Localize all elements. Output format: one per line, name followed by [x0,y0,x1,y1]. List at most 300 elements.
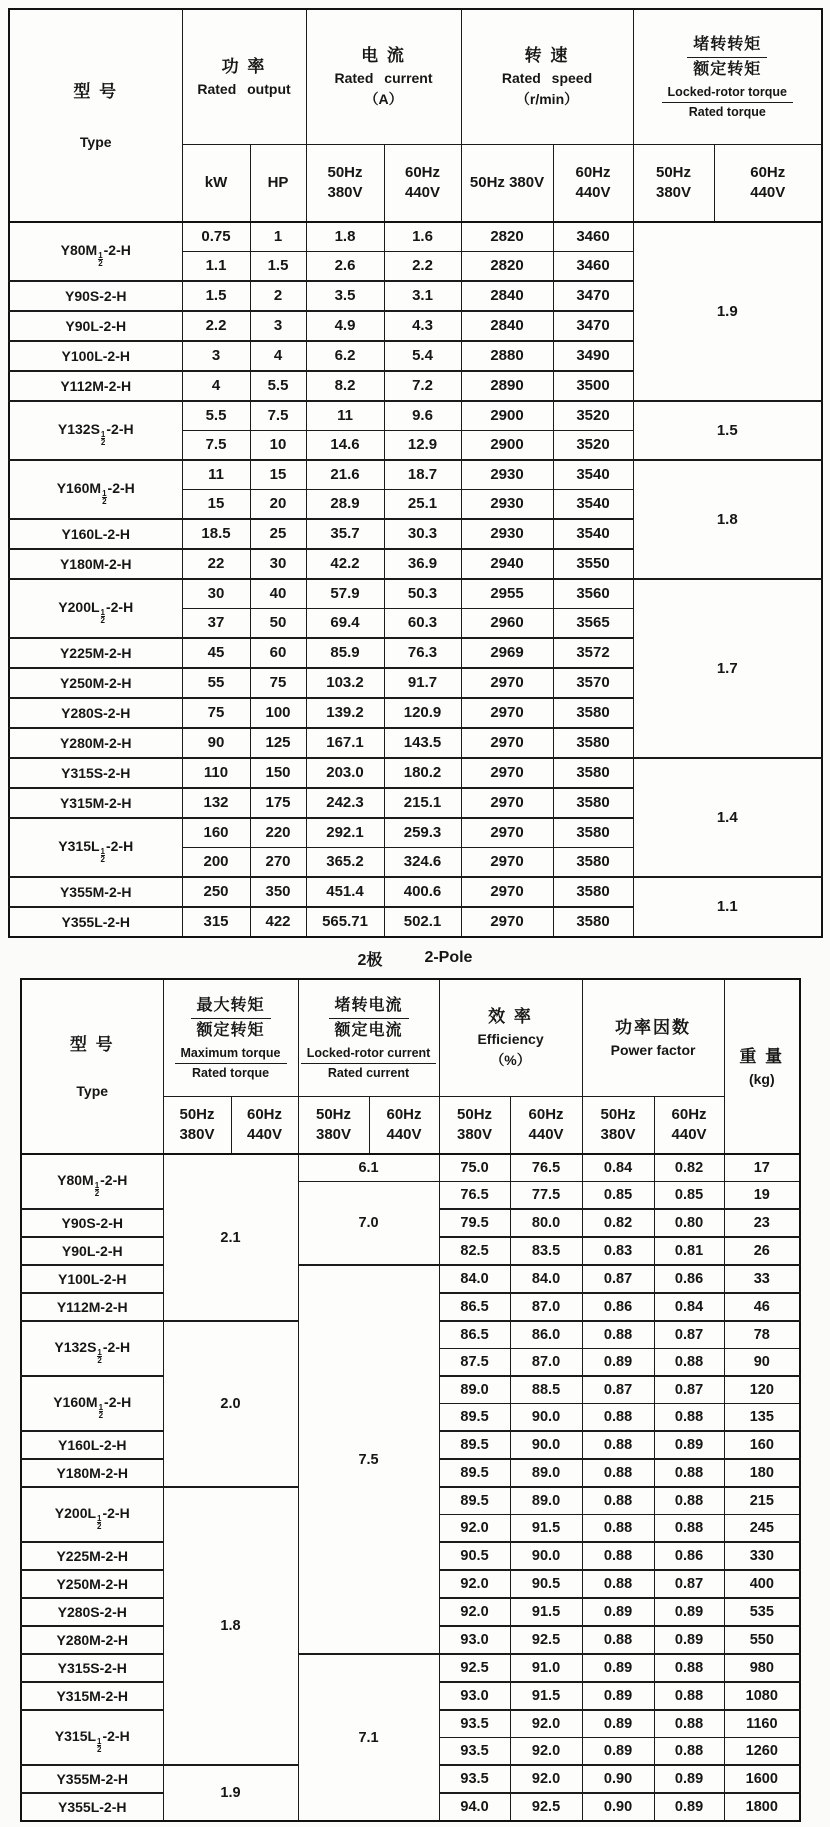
value-cell: 85.9 [306,638,384,668]
model-variant-stack: $\frac{1}{2}$ [98,1402,104,1420]
value-cell: 76.5 [439,1182,510,1210]
value-cell: 2970 [461,668,553,698]
table-row [21,1154,800,1182]
value-cell: 0.87 [582,1376,654,1404]
value-cell: 4.9 [306,311,384,341]
value-cell: 451.4 [306,877,384,907]
value-cell: 83.5 [510,1237,582,1265]
value-cell: 69.4 [306,609,384,639]
value-cell: 0.89 [582,1349,654,1377]
model-cell: Y100L-2-H [21,1265,163,1293]
value-cell: 4 [250,341,306,371]
value-cell: 0.82 [654,1154,724,1182]
value-cell: 93.5 [439,1765,510,1793]
merged-value-cell: 1.7 [633,579,822,758]
value-cell: 90 [724,1349,800,1377]
value-cell: 9.6 [384,401,461,431]
value-cell: 3580 [553,728,633,758]
lrc-fraction-en: $\frac{\text{Locked-rotor current}}{\text{Rated current}}$ [301,1045,437,1082]
value-cell: 25 [250,519,306,549]
value-cell: 315 [182,907,250,937]
header-pf-50hz: 50Hz 380V [582,1097,654,1155]
merged-value-cell: 1.5 [633,401,822,460]
value-cell: 3520 [553,401,633,431]
merged-value-cell: 2.1 [163,1154,298,1321]
value-cell: 0.89 [654,1431,724,1459]
value-cell: 86.5 [439,1321,510,1349]
value-cell: 87.0 [510,1349,582,1377]
value-cell: 18.5 [182,519,250,549]
header-speed-60hz: 60Hz 440V [553,145,633,223]
value-cell: 90.5 [510,1570,582,1598]
value-cell: 2.2 [384,252,461,282]
header-type [9,9,182,222]
value-cell: 3540 [553,519,633,549]
value-cell: 75.0 [439,1154,510,1182]
value-cell: 89.5 [439,1459,510,1487]
value-cell: 42.2 [306,549,384,579]
value-cell: 3540 [553,460,633,490]
value-cell: 215.1 [384,788,461,818]
value-cell: 0.88 [654,1487,724,1515]
value-cell: 7.2 [384,371,461,401]
value-cell: 46 [724,1293,800,1321]
value-cell: 2940 [461,549,553,579]
value-cell: 11 [182,460,250,490]
value-cell: 3580 [553,758,633,788]
model-cell: Y132S $\frac{1}{2}$ -2-H [9,401,182,460]
value-cell: 1.5 [250,252,306,282]
value-cell: 93.0 [439,1682,510,1710]
value-cell: 7.5 [182,431,250,461]
value-cell: 1.5 [182,281,250,311]
value-cell: 2970 [461,877,553,907]
value-cell: 180.2 [384,758,461,788]
value-cell: 2960 [461,609,553,639]
value-cell: 3550 [553,549,633,579]
value-cell: 23 [724,1209,800,1237]
model-cell: Y160M $\frac{1}{2}$ -2-H [21,1376,163,1431]
model-variant-stack: $\frac{1}{2}$ [97,1347,102,1365]
value-cell: 1160 [724,1710,800,1738]
value-cell: 4.3 [384,311,461,341]
model-cell: Y90L-2-H [9,311,182,341]
value-cell: 0.88 [654,1654,724,1682]
pole-caption-cn: 2极 [357,951,383,969]
value-cell: 0.86 [654,1265,724,1293]
model-cell: Y315S-2-H [9,758,182,788]
value-cell: 1.8 [306,222,384,252]
header-eff-50hz: 50Hz 380V [439,1097,510,1155]
value-cell: 3500 [553,371,633,401]
model-cell: Y90L-2-H [21,1237,163,1265]
value-cell: 110 [182,758,250,788]
value-cell: 203.0 [306,758,384,788]
model-variant-stack: $\frac{1}{2}$ [102,489,107,506]
model-cell: Y315L $\frac{1}{2}$ -2-H [21,1710,163,1765]
value-cell: 1.6 [384,222,461,252]
value-cell: 60.3 [384,609,461,639]
header-maxtq-60hz: 60Hz 440V [231,1097,298,1155]
value-cell: 89.5 [439,1487,510,1515]
value-cell: 259.3 [384,818,461,848]
value-cell: 92.5 [510,1793,582,1821]
table-row [9,222,822,252]
value-cell: 0.88 [654,1738,724,1766]
merged-value-cell: 1.9 [163,1765,298,1821]
value-cell: 88.5 [510,1376,582,1404]
model-cell: Y112M-2-H [21,1293,163,1321]
value-cell: 7.5 [250,401,306,431]
model-cell: Y280S-2-H [9,698,182,728]
value-cell: 33 [724,1265,800,1293]
value-cell: 2970 [461,728,553,758]
value-cell: 132 [182,788,250,818]
value-cell: 76.5 [510,1154,582,1182]
value-cell: 215 [724,1487,800,1515]
value-cell: 0.85 [582,1182,654,1210]
value-cell: 550 [724,1626,800,1654]
model-variant-stack: $\frac{1}{2}$ [100,608,105,625]
value-cell: 5.4 [384,341,461,371]
value-cell: 77.5 [510,1182,582,1210]
value-cell: 92.0 [439,1570,510,1598]
value-cell: 0.88 [654,1682,724,1710]
value-cell: 3580 [553,877,633,907]
model-cell: Y160L-2-H [9,519,182,549]
value-cell: 100 [250,698,306,728]
value-cell: 92.5 [510,1626,582,1654]
merged-value-cell: 1.9 [633,222,822,401]
value-cell: 3 [250,311,306,341]
value-cell: 3540 [553,490,633,520]
model-cell: Y315S-2-H [21,1654,163,1682]
value-cell: 0.89 [654,1626,724,1654]
model-cell: Y200L $\frac{1}{2}$ -2-H [21,1487,163,1542]
value-cell: 4 [182,371,250,401]
value-cell: 89.5 [439,1404,510,1432]
value-cell: 22 [182,549,250,579]
value-cell: 980 [724,1654,800,1682]
value-cell: 160 [724,1431,800,1459]
header-hp: HP [250,145,306,223]
header-eff-60hz: 60Hz 440V [510,1097,582,1155]
value-cell: 3565 [553,609,633,639]
value-cell: 0.88 [654,1404,724,1432]
type-label-en: Type [79,133,112,150]
model-cell: Y132S $\frac{1}{2}$ -2-H [21,1321,163,1376]
value-cell: 565.71 [306,907,384,937]
header-locked-rotor-torque-ratio [633,9,822,145]
value-cell: 330 [724,1542,800,1570]
merged-value-cell: 2.0 [163,1321,298,1487]
value-cell: 3580 [553,698,633,728]
header-kw: kW [182,145,250,223]
value-cell: 91.0 [510,1654,582,1682]
model-cell: Y160M $\frac{1}{2}$ -2-H [9,460,182,519]
value-cell: 2970 [461,788,553,818]
model-cell: Y225M-2-H [21,1542,163,1570]
max-torque-fraction-cn: $\frac{\text{最大转矩}}{\text{额定转矩}}$ [191,995,271,1042]
value-cell: 3580 [553,907,633,937]
table-row [9,460,822,490]
value-cell: 2930 [461,460,553,490]
value-cell: 3572 [553,638,633,668]
table-row [9,758,822,788]
value-cell: 25.1 [384,490,461,520]
value-cell: 84.0 [439,1265,510,1293]
header-rated-output: 功 率 Rated output [182,9,306,145]
value-cell: 2900 [461,431,553,461]
value-cell: 245 [724,1515,800,1543]
value-cell: 55 [182,668,250,698]
header-efficiency: 效 率 Efficiency （%） [439,979,582,1097]
value-cell: 89.0 [439,1376,510,1404]
value-cell: 93.5 [439,1738,510,1766]
model-cell: Y90S-2-H [9,281,182,311]
value-cell: 0.88 [582,1542,654,1570]
value-cell: 0.82 [582,1209,654,1237]
value-cell: 125 [250,728,306,758]
value-cell: 57.9 [306,579,384,609]
value-cell: 1800 [724,1793,800,1821]
value-cell: 84.0 [510,1265,582,1293]
value-cell: 6.2 [306,341,384,371]
header-type: 型 号 Type [21,979,163,1154]
model-cell: Y250M-2-H [9,668,182,698]
value-cell: 0.87 [582,1265,654,1293]
value-cell: 2890 [461,371,553,401]
model-cell: Y280M-2-H [9,728,182,758]
value-cell: 35.7 [306,519,384,549]
value-cell: 535 [724,1598,800,1626]
lrc-fraction-cn: $\frac{\text{堵转电流}}{\text{额定电流}}$ [329,995,409,1042]
value-cell: 0.81 [654,1237,724,1265]
value-cell: 89.0 [510,1487,582,1515]
header-rated-speed: 转 速 Rated speed （r/min） [461,9,633,145]
value-cell: 91.5 [510,1598,582,1626]
model-variant-stack: $\frac{1}{2}$ [97,1513,102,1531]
value-cell: 40 [250,579,306,609]
value-cell: 175 [250,788,306,818]
value-cell: 30 [182,579,250,609]
value-cell: 90.0 [510,1542,582,1570]
value-cell: 75 [250,668,306,698]
model-cell: Y280M-2-H [21,1626,163,1654]
value-cell: 0.89 [654,1598,724,1626]
rated-performance-table [8,8,823,938]
value-cell: 0.88 [654,1459,724,1487]
value-cell: 0.88 [582,1487,654,1515]
value-cell: 3.5 [306,281,384,311]
value-cell: 78 [724,1321,800,1349]
value-cell: 17 [724,1154,800,1182]
model-cell: Y280S-2-H [21,1598,163,1626]
model-cell: Y200L $\frac{1}{2}$ -2-H [9,579,182,638]
value-cell: 0.87 [654,1321,724,1349]
value-cell: 120.9 [384,698,461,728]
value-cell: 2970 [461,907,553,937]
value-cell: 400.6 [384,877,461,907]
value-cell: 26 [724,1237,800,1265]
value-cell: 143.5 [384,728,461,758]
value-cell: 2970 [461,848,553,878]
value-cell: 90 [182,728,250,758]
value-cell: 1 [250,222,306,252]
value-cell: 21.6 [306,460,384,490]
value-cell: 91.5 [510,1515,582,1543]
value-cell: 0.80 [654,1209,724,1237]
header-lrc-60hz: 60Hz 440V [369,1097,439,1155]
value-cell: 1.1 [182,252,250,282]
efficiency-weight-table [20,978,801,1822]
header-locked-rotor-current-ratio [298,979,439,1097]
value-cell: 0.89 [654,1793,724,1821]
value-cell: 0.84 [582,1154,654,1182]
value-cell: 45 [182,638,250,668]
value-cell: 0.89 [582,1654,654,1682]
value-cell: 2840 [461,281,553,311]
value-cell: 90.0 [510,1404,582,1432]
value-cell: 3580 [553,788,633,818]
model-cell: Y80M $\frac{1}{2}$ -2-H [9,222,182,281]
model-cell: Y160L-2-H [21,1431,163,1459]
model-variant-stack: $\frac{1}{2}$ [98,251,103,268]
value-cell: 365.2 [306,848,384,878]
value-cell: 2970 [461,818,553,848]
value-cell: 2820 [461,252,553,282]
value-cell: 86.0 [510,1321,582,1349]
model-cell: Y90S-2-H [21,1209,163,1237]
value-cell: 86.5 [439,1293,510,1321]
value-cell: 0.87 [654,1376,724,1404]
value-cell: 87.0 [510,1293,582,1321]
value-cell: 15 [182,490,250,520]
value-cell: 160 [182,818,250,848]
torque-ratio-fraction-en: $\frac{\text{Locked-rotor torque}}{\text{Rated torque}}$ [662,84,793,121]
value-cell: 2820 [461,222,553,252]
value-cell: 92.0 [510,1765,582,1793]
value-cell: 2930 [461,519,553,549]
value-cell: 120 [724,1376,800,1404]
value-cell: 2970 [461,758,553,788]
value-cell: 103.2 [306,668,384,698]
value-cell: 90.0 [510,1431,582,1459]
header-speed-50hz: 50Hz 380V [461,145,553,223]
value-cell: 3470 [553,281,633,311]
value-cell: 93.0 [439,1626,510,1654]
table-row [9,401,822,431]
value-cell: 2970 [461,698,553,728]
value-cell: 75 [182,698,250,728]
value-cell: 36.9 [384,549,461,579]
header-pf-60hz: 60Hz 440V [654,1097,724,1155]
value-cell: 19 [724,1182,800,1210]
value-cell: 5.5 [250,371,306,401]
value-cell: 0.90 [582,1793,654,1821]
model-cell: Y315L $\frac{1}{2}$ -2-H [9,818,182,877]
merged-value-cell: 1.4 [633,758,822,877]
merged-value-cell: 1.8 [163,1487,298,1765]
value-cell: 14.6 [306,431,384,461]
value-cell: 0.88 [582,1404,654,1432]
value-cell: 502.1 [384,907,461,937]
value-cell: 0.88 [582,1570,654,1598]
value-cell: 180 [724,1459,800,1487]
value-cell: 2840 [461,311,553,341]
value-cell: 0.90 [582,1765,654,1793]
value-cell: 2900 [461,401,553,431]
value-cell: 0.88 [654,1349,724,1377]
merged-value-cell: 6.1 [298,1154,439,1182]
pole-caption-en: 2-Pole [424,949,473,966]
value-cell: 3560 [553,579,633,609]
value-cell: 0.89 [582,1738,654,1766]
value-cell: 3580 [553,848,633,878]
value-cell: 89.0 [510,1459,582,1487]
model-cell: Y355L-2-H [9,907,182,937]
value-cell: 82.5 [439,1237,510,1265]
header-max-torque-ratio [163,979,298,1097]
value-cell: 2969 [461,638,553,668]
value-cell: 94.0 [439,1793,510,1821]
value-cell: 2.2 [182,311,250,341]
value-cell: 135 [724,1404,800,1432]
value-cell: 92.0 [439,1515,510,1543]
value-cell: 60 [250,638,306,668]
value-cell: 0.89 [582,1710,654,1738]
header-current-50hz: 50Hz 380V [306,145,384,223]
table-row [21,1265,800,1293]
value-cell: 3490 [553,341,633,371]
merged-value-cell: 1.1 [633,877,822,937]
header-current-60hz: 60Hz 440V [384,145,461,223]
value-cell: 15 [250,460,306,490]
value-cell: 18.7 [384,460,461,490]
value-cell: 76.3 [384,638,461,668]
value-cell: 0.86 [582,1293,654,1321]
value-cell: 0.88 [582,1459,654,1487]
header-power-factor: 功率因数 Power factor [582,979,724,1097]
value-cell: 350 [250,877,306,907]
value-cell: 28.9 [306,490,384,520]
value-cell: 89.5 [439,1431,510,1459]
table-row [21,1654,800,1682]
value-cell: 3570 [553,668,633,698]
value-cell: 0.83 [582,1237,654,1265]
value-cell: 92.5 [439,1654,510,1682]
value-cell: 2880 [461,341,553,371]
value-cell: 400 [724,1570,800,1598]
value-cell: 242.3 [306,788,384,818]
model-cell: Y355M-2-H [9,877,182,907]
value-cell: 422 [250,907,306,937]
model-cell: Y100L-2-H [9,341,182,371]
table-row [9,877,822,907]
value-cell: 0.88 [654,1515,724,1543]
header-lrc-50hz: 50Hz 380V [298,1097,369,1155]
value-cell: 3470 [553,311,633,341]
value-cell: 0.88 [654,1710,724,1738]
pole-caption [0,938,830,978]
model-cell: Y315M-2-H [9,788,182,818]
value-cell: 3580 [553,818,633,848]
value-cell: 20 [250,490,306,520]
value-cell: 30.3 [384,519,461,549]
header-torque-50hz: 50Hz 380V [633,145,714,223]
model-cell: Y250M-2-H [21,1570,163,1598]
value-cell: 0.84 [654,1293,724,1321]
